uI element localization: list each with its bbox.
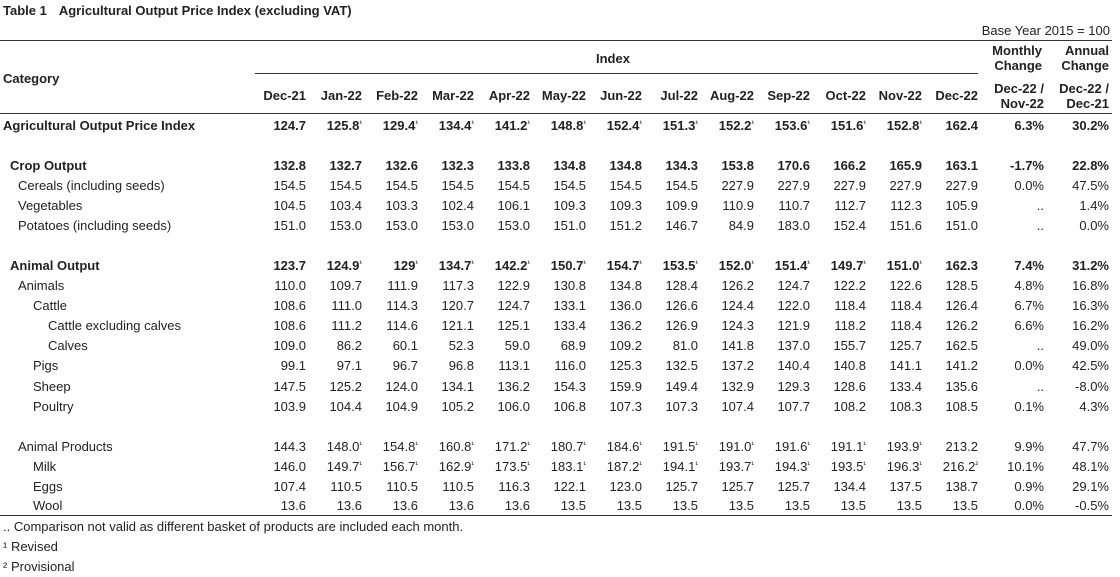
row-label: Agricultural Output Price Index — [3, 118, 196, 133]
row-label: Vegetables — [18, 198, 83, 213]
annual-change-header: Annual Change — [1061, 43, 1109, 73]
row-label: Milk — [33, 459, 57, 474]
row-label: Animal Products — [18, 439, 113, 454]
footnote-revised: ¹ Revised — [3, 539, 58, 554]
monthly-period-header: Dec-22 / Nov-22 — [994, 81, 1044, 111]
table-bottom-rule — [0, 515, 1112, 516]
row-label: Potatoes (including seeds) — [18, 218, 172, 233]
row-label: Eggs — [33, 479, 63, 494]
row-label: Animal Output — [10, 258, 100, 273]
row-label: Animals — [18, 278, 65, 293]
category-header: Category — [3, 71, 60, 86]
table-number: Table 1 — [3, 3, 47, 18]
row-label: Cattle excluding calves — [48, 318, 181, 333]
index-header-rule — [255, 73, 978, 74]
monthly-change-header: Monthly Change — [992, 43, 1042, 73]
footnote-comparison: .. Comparison not valid as different basket of products are included each month. — [3, 519, 464, 534]
table-title-text: Agricultural Output Price Index (excluding VAT) — [58, 3, 352, 18]
footnote-provisional: ² Provisional — [3, 559, 75, 574]
annual-period-header: Dec-22 / Dec-21 — [1059, 81, 1109, 111]
row-label: Sheep — [33, 379, 71, 394]
index-header: Index — [596, 51, 630, 66]
header-top-rule — [0, 40, 1112, 41]
row-label: Poultry — [33, 399, 74, 414]
table-title — [3, 3, 352, 18]
row-label: Cattle — [33, 298, 67, 313]
row-label: Cereals (including seeds) — [18, 178, 165, 193]
header-bottom-rule — [0, 113, 1112, 114]
row-label: Wool — [33, 498, 63, 513]
row-label: Pigs — [33, 358, 59, 373]
row-label: Crop Output — [10, 158, 87, 173]
row-label: Calves — [48, 338, 88, 353]
base-year-note: Base Year 2015 = 100 — [981, 23, 1110, 38]
